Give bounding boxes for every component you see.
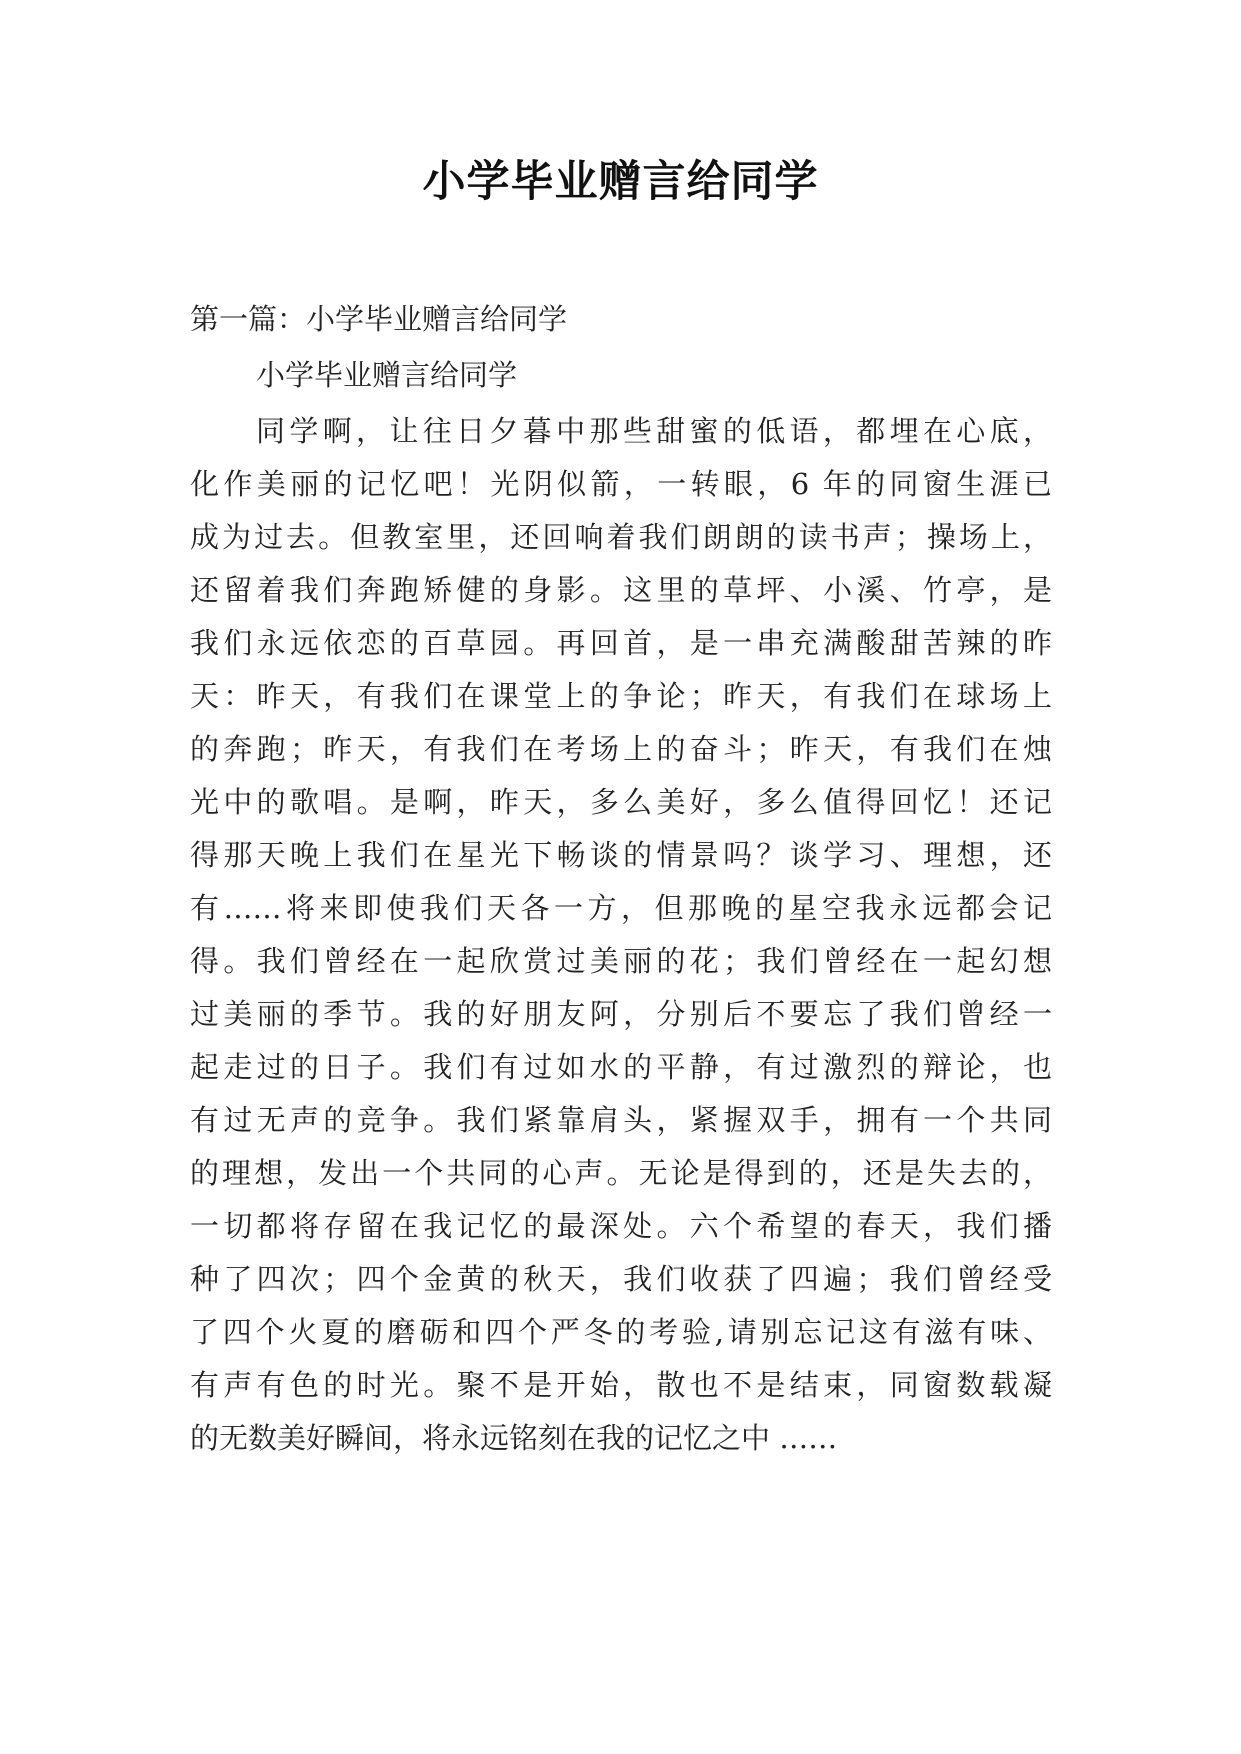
body-line: 有过无声的竞争。我们紧靠肩头，紧握双手，拥有一个共同 — [190, 1103, 1052, 1137]
body-line: 的奔跑；昨天，有我们在考场上的奋斗；昨天，有我们在烛 — [190, 732, 1052, 766]
body-line: 过美丽的季节。我的好朋友阿，分别后不要忘了我们曾经一 — [190, 997, 1052, 1031]
body-line: 有声有色的时光。聚不是开始，散也不是结束，同窗数载凝 — [190, 1368, 1052, 1402]
body-line: 成为过去。但教室里，还回响着我们朗朗的读书声；操场上， — [190, 520, 1052, 554]
body-line: 天：昨天，有我们在课堂上的争论；昨天，有我们在球场上 — [190, 679, 1052, 713]
body-line: 我们永远依恋的百草园。再回首，是一串充满酸甜苦辣的昨 — [190, 626, 1052, 660]
body-line: 光中的歌唱。是啊，昨天，多么美好，多么值得回忆！还记 — [190, 785, 1052, 819]
body-line: 的理想，发出一个共同的心声。无论是得到的，还是失去的， — [190, 1156, 1052, 1190]
body-line: 得。我们曾经在一起欣赏过美丽的花；我们曾经在一起幻想 — [190, 944, 1052, 978]
subheading: 小学毕业赠言给同学 — [256, 358, 518, 392]
body-line: 有……将来即使我们天各一方，但那晚的星空我永远都会记 — [190, 891, 1052, 925]
body-line: 同学啊，让往日夕暮中那些甜蜜的低语，都埋在心底， — [256, 414, 1052, 448]
body-line: 得那天晚上我们在星光下畅谈的情景吗？谈学习、理想，还 — [190, 838, 1052, 872]
body-line: 化作美丽的记忆吧！光阴似箭，一转眼，6 年的同窗生涯已 — [190, 467, 1052, 501]
section-heading: 第一篇：小学毕业赠言给同学 — [190, 302, 568, 336]
document-title: 小学毕业赠言给同学 — [422, 157, 819, 207]
body-line: 一切都将存留在我记忆的最深处。六个希望的春天，我们播 — [190, 1209, 1052, 1243]
body-line: 了四个火夏的磨砺和四个严冬的考验,请别忘记这有滋有味、 — [190, 1315, 1052, 1349]
body-line: 起走过的日子。我们有过如水的平静，有过激烈的辩论，也 — [190, 1050, 1052, 1084]
body-line: 种了四次；四个金黄的秋天，我们收获了四遍；我们曾经受 — [190, 1262, 1052, 1296]
body-line-last: 的无数美好瞬间，将永远铭刻在我的记忆之中 …… — [190, 1421, 838, 1455]
body-line: 还留着我们奔跑矫健的身影。这里的草坪、小溪、竹亭，是 — [190, 573, 1052, 607]
